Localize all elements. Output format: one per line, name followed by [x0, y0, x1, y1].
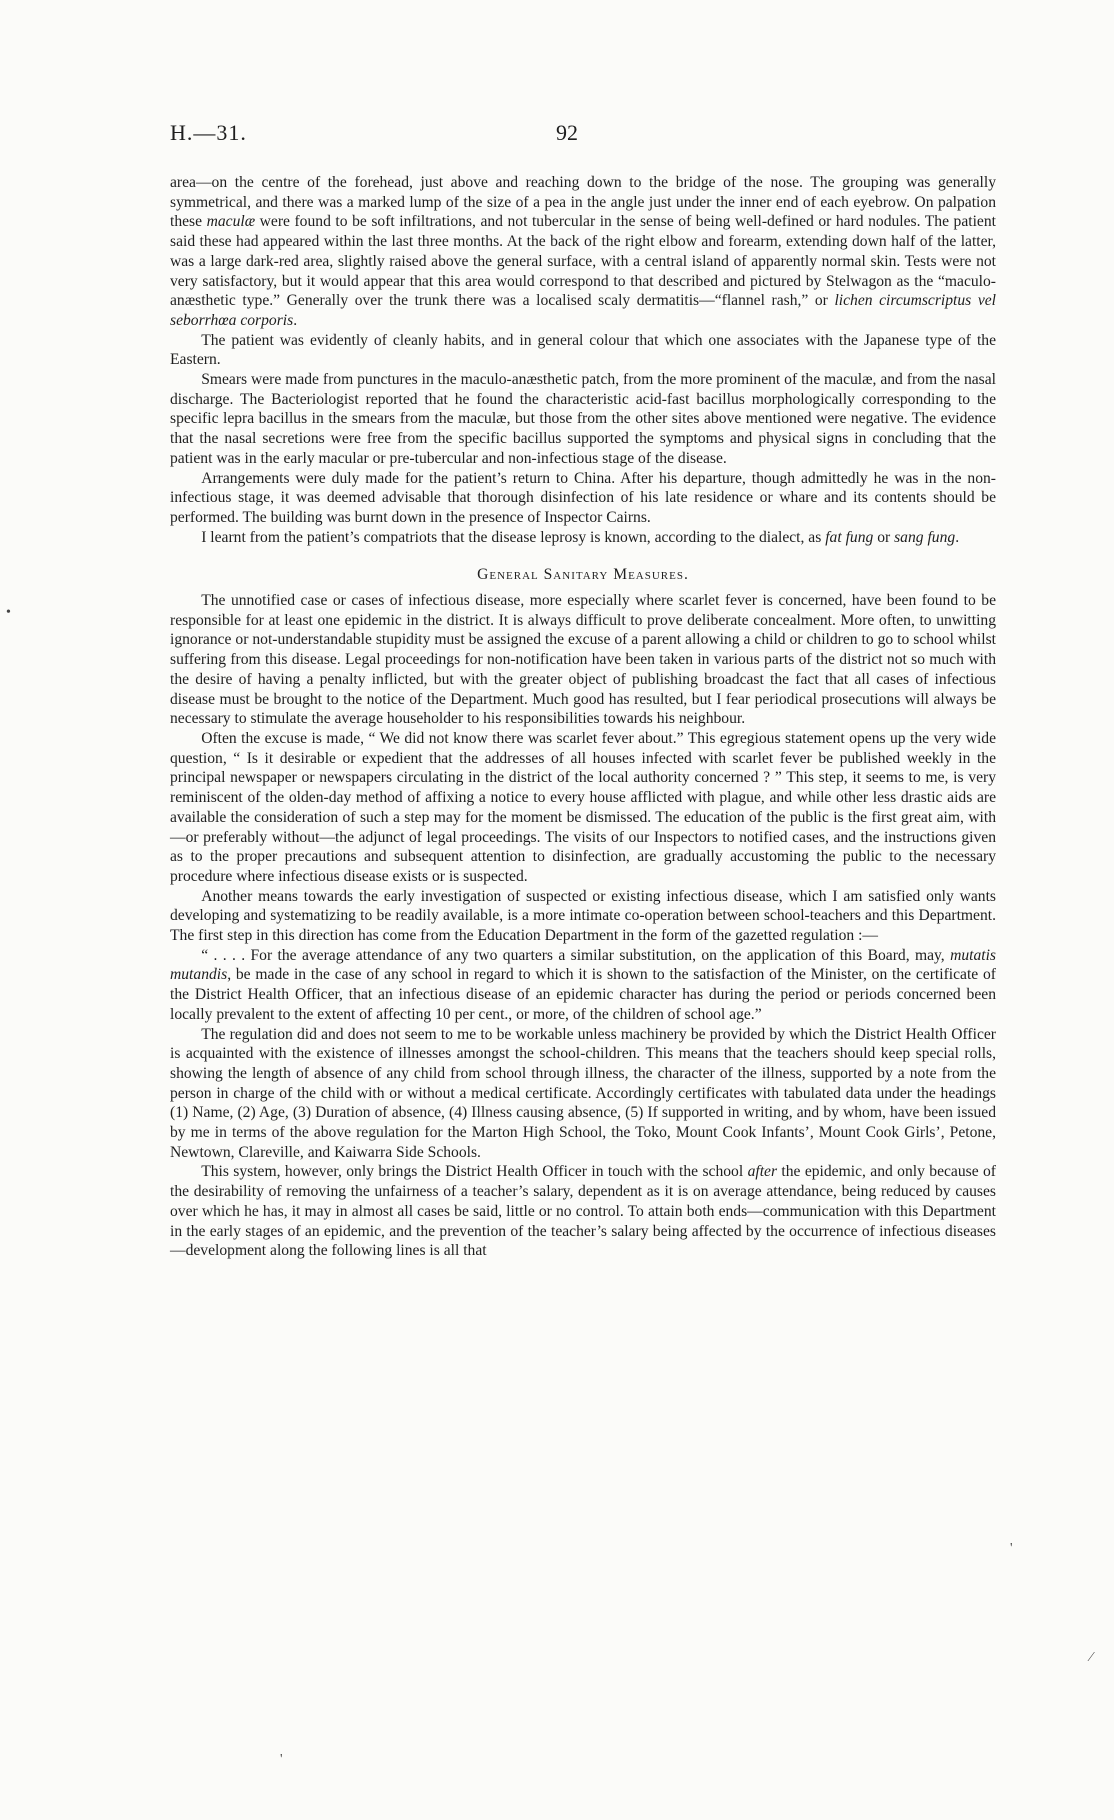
text-run: The regulation did and does not seem to me to be workable unless machinery be provided by which the District Health Officer is acquainted with the existence of illnesses amongst the school-children. This means that the teachers should keep special rolls, showing the length of absence of any child from school through illness, the character of the illness, supported by a note from the person in charge of the child with or without a medical certificate. Accordingly certificates with tabulated data under the headings (1) Name, (2) Age, (3) Duration of absence, (4) Illness causing absence, (5) If supported in writing, and by whom, have been issued by me in terms of the above regulation for the Marton High School, the Toko, Mount Cook Infants’, Mount Cook Girls’, Petone, Newtown, Clareville, and Kaiwarra Side Schools.	[170, 1025, 996, 1161]
text-run: or	[873, 528, 895, 546]
text-run: This system, however, only brings the District Health Officer in touch with the school	[201, 1163, 748, 1181]
margin-mark: '	[280, 1752, 283, 1767]
italic-text: lichen circumscriptus vel seborrhœa corporis	[170, 292, 996, 329]
text-run: I learnt from the patient’s compatriots that the disease leprosy is known, according to the dialect, as	[201, 528, 826, 546]
text-run: The patient was evidently of cleanly habits, and in general colour that which one associates with the Japanese type of the Eastern.	[170, 331, 996, 369]
text-run: The unnotified case or cases of infectious disease, more especially where scarlet fever is concerned, have been found to be responsible for at least one epidemic in the district. It is always difficult to prove deliberate concealment. More often, to unwitting ignorance or not-understandable stupidity must be assigned the excuse of a parent allowing a child or children to go to school whilst suffering from this disease. Legal proceedings for non-notification have been taken in various parts of the district not so much with the desire of having a penalty inflicted, but with the greater object of publishing broadcast the fact that all cases of infectious disease must be brought to the notice of the Department. Much good has resulted, but I fear periodical prosecutions will always be necessary to stimulate the average householder to his responsibilities towards his neighbour.	[170, 592, 996, 728]
italic-text: fat fung	[825, 528, 874, 546]
text-run: Arrangements were duly made for the patient’s return to China. After his departure, though admittedly he was in the non-infectious stage, it was deemed advisable that thorough disinfection of his late residence or whare and its contents should be performed. The building was burnt down in the presence of Inspector Cairns.	[170, 469, 996, 526]
italic-text: sang fung	[894, 528, 956, 546]
text-run: Smears were made from punctures in the maculo-anæsthetic patch, from the more prominent of the maculæ, and from the nasal discharge. The Bacteriologist reported that he found the characteristic acid-fast bacillus morphologically corresponding to the specific lepra bacillus in the smears from the maculæ, but those from the other sites above mentioned were negative. The evidence that the nasal secretions were free from the specific bacillus supported the symptoms and physical signs in concluding that the patient was in the early macular or pre-tubercular and non-infectious stage of the disease.	[170, 371, 996, 467]
paragraph	[170, 591, 996, 729]
section-heading: General Sanitary Measures.	[477, 566, 689, 584]
document-reference: H.—31.	[170, 120, 247, 145]
italic-text: maculæ	[206, 213, 256, 231]
text-run: .	[955, 528, 960, 546]
text-run: .	[293, 311, 298, 329]
italic-text: after	[747, 1163, 778, 1181]
body-text	[170, 173, 996, 1261]
paragraph	[170, 1025, 996, 1163]
text-run: “ . . . . For the average attendance of any two quarters a similar substitution, on the application of this Board, may,	[201, 946, 951, 964]
margin-mark: '	[1010, 1541, 1013, 1556]
text-run: Another means towards the early investigation of suspected or existing infectious disease, which I am satisfied only wants developing and systematizing to be readily available, is a more intimate co-operation between school-teachers and this Department. The first step in this direction has come from the Education Department in the form of the gazetted regulation :—	[170, 887, 996, 945]
paragraph	[170, 370, 996, 469]
paragraph	[170, 469, 996, 528]
text-run: area—on the centre of the forehead, just above and reaching down to the bridge of the nose. The grouping was generally symmetrical, and there was a marked lump of the size of a pea in the angle just under the inner end of each eyebrow. On palpation these	[170, 174, 996, 231]
margin-mark: •	[6, 605, 11, 620]
paragraph	[170, 331, 996, 370]
section-leprosy-case	[170, 173, 996, 547]
section-general-sanitary-measures	[170, 591, 996, 1261]
text-run: , be made in the case of any school in regard to which it is shown to the satisfaction of the Minister, on the certificate of the District Health Officer, that an infectious disease of an epidemic character has during the period or periods concerned been locally prevalent to the extent of affecting 10 per cent., or more, of the children of school age.”	[170, 966, 996, 1023]
text-run: were found to be soft infiltrations, and not tubercular in the sense of being well-defined or hard nodules. The patient said these had appeared within the last three months. At the back of the right elbow and forearm, extending down half of the latter, was a large dark-red area, slightly raised above the general surface, with a central island of apparently normal skin. Tests were not very satisfactory, but it would appear that this area would correspond to that described and pictured by Stelwagon as the “maculo-anæsthetic type.” Generally over the trunk there was a localised scaly dermatitis—“flannel rash,” or	[170, 213, 996, 310]
text-run: the epidemic, and only because of the desirability of removing the unfairness of a teacher’s salary, dependent as it is on average attendance, being reduced by causes over which he has, it may in almost all cases be said, little or no control. To attain both ends—communication with this Department in the early stages of an epidemic, and the prevention of the teacher’s salary being affected by the occurrence of infectious diseases—development along the following lines is all that	[170, 1163, 996, 1260]
page-number: 92	[556, 120, 578, 145]
margin-mark: ⁄	[1090, 1650, 1093, 1665]
italic-text: mutatis mutandis	[170, 946, 996, 984]
paragraph	[170, 946, 996, 1025]
paragraph	[170, 528, 996, 548]
paragraph	[170, 887, 996, 946]
text-run: Often the excuse is made, “ We did not know there was scarlet fever about.” This egregious statement opens up the very wide question, “ Is it desirable or expedient that the addresses of all houses infected with scarlet fever be published weekly in the principal newspaper or newspapers circulating in the district of the local authority concerned ? ” This step, it seems to me, is very reminiscent of the olden-day method of affixing a notice to every house afflicted with plague, and while other less drastic aids are available the consideration of such a step may for the moment be dismissed. The education of the public is the first great aim, with—or preferably without—the adjunct of legal proceedings. The visits of our Inspectors to notified cases, and the instructions given as to the proper precautions and subsequent attention to disinfection, are gradually accustoming the public to the necessary procedure where infectious disease exists or is suspected.	[170, 729, 996, 885]
paragraph	[170, 1162, 996, 1261]
paragraph	[170, 173, 996, 331]
paragraph	[170, 729, 996, 887]
